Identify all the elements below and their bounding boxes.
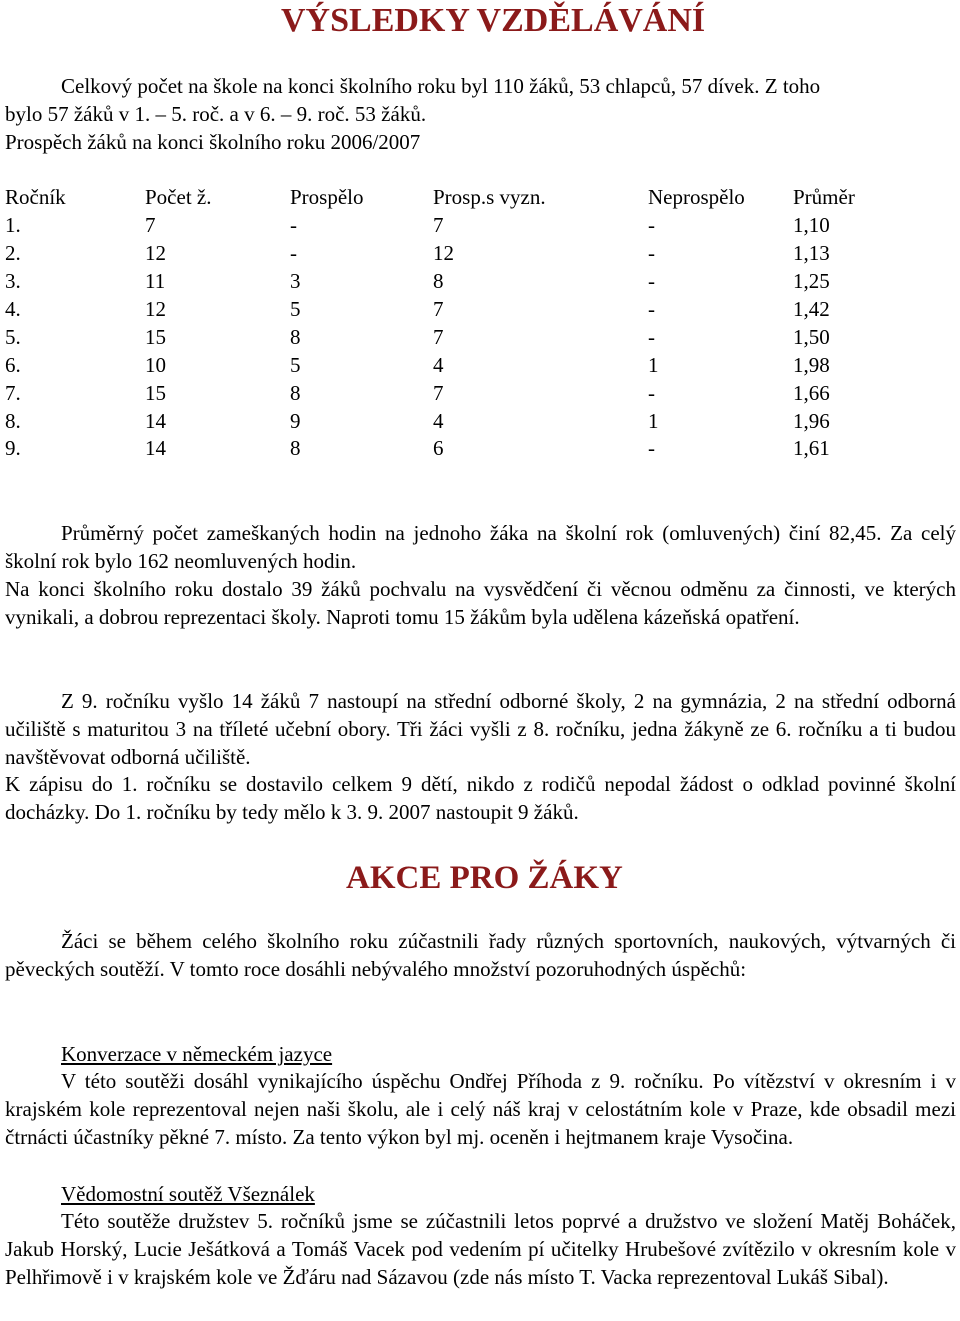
cell-average: 1,61 <box>793 436 830 461</box>
cell-failed: - <box>648 324 655 349</box>
competitions-intro: Žáci se během celého školního roku zúčastnili řady různých sportovních, naukových, výtvarných či pěveckých soutěží. V tomto roce dosáhli nebývalého množství pozoruhodných úspěchů: <box>5 929 956 981</box>
cell-failed: - <box>648 297 655 321</box>
competition-text-german: V této soutěži dosáhl vynikajícího úspěchu Ondřej Příhoda z 9. ročníku. Po vítězství v okresním i v krajském kole reprezentoval nejen naši školu, ale i celý náš kraj v celostátním kole v Praze, kde obsadil mezi čtrnácti účastníky pěkné 7. místo. Za tento výkon byl mj. oceněn i hejtmanem kraje Vysočina. <box>5 1069 956 1149</box>
cell-failed: - <box>648 241 655 266</box>
cell-distinction: 12 <box>433 241 454 266</box>
cell-average: 1,50 <box>793 324 830 349</box>
cell-passed: 8 <box>290 324 301 349</box>
cell-failed: 1 <box>648 408 659 433</box>
col-header-count: Počet ž. <box>145 185 212 210</box>
col-header-grade: Ročník <box>5 185 66 210</box>
cell-distinction: 7 <box>433 380 444 405</box>
col-header-average: Průměr <box>793 185 855 210</box>
table-body <box>5 212 893 463</box>
col-header-failed: Neprospělo <box>648 185 745 210</box>
cell-grade: 5. <box>5 324 21 349</box>
absence-paragraph: Průměrný počet zameškaných hodin na jednoho žáka na školní rok (omluvených) činí 82,45. Za celý školní rok bylo 162 neomluvených hodin. <box>5 521 956 573</box>
cell-failed: - <box>648 213 655 238</box>
cell-distinction: 7 <box>433 324 444 349</box>
competition-heading-vseznalek: Vědomostní soutěž Všeználek <box>61 1182 315 1206</box>
cell-grade: 9. <box>5 436 21 461</box>
cell-count: 15 <box>145 380 166 405</box>
cell-passed: 8 <box>290 380 301 405</box>
cell-average: 1,98 <box>793 352 830 377</box>
intro-line-2: bylo 57 žáků v 1. – 5. roč. a v 6. – 9. roč. 53 žáků. <box>5 102 427 126</box>
cell-distinction: 7 <box>433 297 444 321</box>
page-title: VÝSLEDKY VZDĚLÁVÁNÍ <box>281 2 706 39</box>
intro-line-3: Prospěch žáků na konci školního roku 2006/2007 <box>5 130 421 154</box>
table-row <box>5 435 893 463</box>
section-title-activities: AKCE PRO ŽÁKY <box>346 860 623 896</box>
table-row <box>5 379 893 407</box>
competition-text-vseznalek: Této soutěže družstev 5. ročníků jsme se zúčastnili letos poprvé a družstvo ve složení Matěj Boháček, Jakub Horský, Lucie Ješátková a Tomáš Vacek pod vedením pí učitelky Hrubešové zvítězilo v okresním kole v Pelhřimově i v krajském kole ve Žďáru nad Sázavou (zde nás místo T. Vacka reprezentoval Lukáš Sibal). <box>5 1209 956 1289</box>
table-row <box>5 268 893 296</box>
cell-failed: - <box>648 436 655 461</box>
col-header-passed: Prospělo <box>290 185 364 210</box>
cell-passed: - <box>290 213 297 238</box>
cell-average: 1,96 <box>793 408 830 433</box>
cell-passed: 5 <box>290 297 301 321</box>
cell-count: 10 <box>145 352 166 377</box>
cell-count: 11 <box>145 269 166 294</box>
cell-count: 15 <box>145 324 166 349</box>
cell-distinction: 6 <box>433 436 444 461</box>
cell-grade: 7. <box>5 380 21 405</box>
cell-grade: 4. <box>5 297 21 321</box>
competition-heading-german: Konverzace v německém jazyce <box>61 1042 333 1066</box>
table-row <box>5 323 893 351</box>
cell-passed: 5 <box>290 352 301 377</box>
cell-average: 1,66 <box>793 380 830 405</box>
cell-count: 12 <box>145 241 166 266</box>
cell-distinction: 8 <box>433 269 444 294</box>
graduates-paragraph: Z 9. ročníku vyšlo 14 žáků 7 nastoupí na střední odborné školy, 2 na gymnázia, 2 na střední odborná učiliště s maturitou 3 na tříleté učební obory. Tři žáci vyšli z 8. ročníku, jedna žákyně ze 6. ročníku a ti budou navštěvovat odborná učiliště. <box>5 689 956 769</box>
cell-count: 14 <box>145 408 166 433</box>
table-row <box>5 407 893 435</box>
cell-passed: - <box>290 241 297 266</box>
cell-count: 7 <box>145 213 156 238</box>
cell-failed: 1 <box>648 352 659 377</box>
cell-grade: 2. <box>5 241 21 266</box>
cell-count: 12 <box>145 297 166 321</box>
cell-distinction: 4 <box>433 352 444 377</box>
cell-count: 14 <box>145 436 166 461</box>
intro-line-1: Celkový počet na škole na konci školního roku byl 110 žáků, 53 chlapců, 57 dívek. Z toho <box>61 74 821 98</box>
cell-average: 1,13 <box>793 241 830 266</box>
table-header-row <box>5 184 893 212</box>
cell-distinction: 7 <box>433 213 444 238</box>
praise-paragraph: Na konci školního roku dostalo 39 žáků pochvalu na vysvědčení či věcnou odměnu za činnosti, ve kterých vynikali, a dobrou reprezentaci školy. Naproti tomu 15 žákům byla udělena kázeňská opatření. <box>5 577 956 629</box>
col-header-distinction: Prosp.s vyzn. <box>433 185 546 210</box>
table-row <box>5 212 893 240</box>
table-row <box>5 296 893 324</box>
cell-grade: 8. <box>5 408 21 433</box>
cell-grade: 3. <box>5 269 21 294</box>
cell-failed: - <box>648 380 655 405</box>
cell-passed: 3 <box>290 269 301 294</box>
cell-grade: 1. <box>5 213 21 238</box>
cell-failed: - <box>648 269 655 294</box>
table-row <box>5 240 893 268</box>
cell-grade: 6. <box>5 352 21 377</box>
cell-average: 1,10 <box>793 213 830 238</box>
cell-average: 1,42 <box>793 297 830 321</box>
table-row <box>5 351 893 379</box>
cell-distinction: 4 <box>433 408 444 433</box>
cell-passed: 8 <box>290 436 301 461</box>
results-table <box>5 184 893 463</box>
cell-average: 1,25 <box>793 269 830 294</box>
cell-passed: 9 <box>290 408 301 433</box>
enrollment-paragraph: K zápisu do 1. ročníku se dostavilo celkem 9 dětí, nikdo z rodičů nepodal žádost o odklad povinné školní docházky. Do 1. ročníku by tedy mělo k 3. 9. 2007 nastoupit 9 žáků. <box>5 772 956 824</box>
